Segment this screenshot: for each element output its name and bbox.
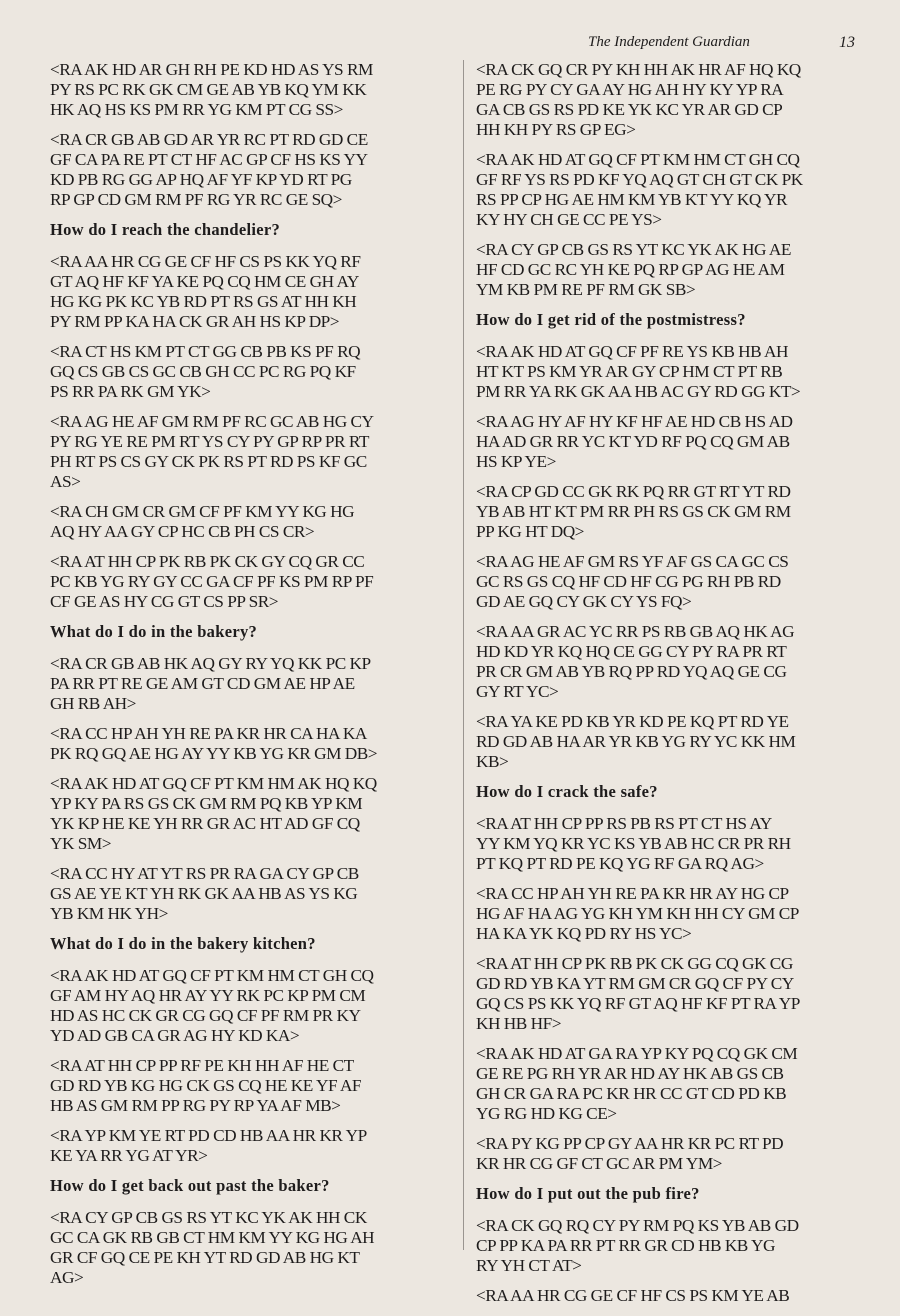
coded-hint-block (476, 482, 886, 542)
coded-hint-block (50, 60, 450, 120)
coded-hint-line: RY YH CT AT> (476, 1256, 582, 1275)
coded-hint-line: <RA AG HE AF GM RS YF AF GS CA GC CS (476, 552, 789, 571)
hint-question: How do I get back out past the baker? (50, 1176, 330, 1195)
coded-hint-block (476, 622, 886, 702)
coded-hint-line: GF AM HY AQ HR AY YY RK PC KP PM CM (50, 986, 366, 1005)
coded-hint-line: YB KM HK YH> (50, 904, 168, 923)
coded-hint-line: HK AQ HS KS PM RR YG KM PT CG SS> (50, 100, 343, 119)
coded-hint-line: PY RG YE RE PM RT YS CY PY GP RP PR RT (50, 432, 369, 451)
coded-hint-line: HD KD YR KQ HQ CE GG CY PY RA PR RT (476, 642, 787, 661)
coded-hint-line: <RA YA KE PD KB YR KD PE KQ PT RD YE (476, 712, 789, 731)
coded-hint-line: GD RD YB KG HG CK GS CQ HE KE YF AF (50, 1076, 362, 1095)
coded-hint-line: GY RT YC> (476, 682, 559, 701)
coded-hint-line: GA CB GS RS PD KE YK KC YR AR GD CP (476, 100, 783, 119)
coded-hint-line: YY KM YQ KR YC KS YB AB HC CR PR RH (476, 834, 791, 853)
coded-hint-line: GD RD YB KA YT RM GM CR GQ CF PY CY (476, 974, 794, 993)
coded-hint-line: HS KP YE> (476, 452, 556, 471)
coded-hint-line: <RA AA HR CG GE CF HF CS PS KK YQ RF (50, 252, 361, 271)
coded-hint-line: YK KP HE KE YH RR GR AC HT AD GF CQ (50, 814, 360, 833)
hint-question: How do I put out the pub fire? (476, 1184, 700, 1203)
coded-hint-block (50, 252, 450, 332)
coded-hint-line: <RA CP GD CC GK RK PQ RR GT RT YT RD (476, 482, 791, 501)
coded-hint-line: <RA CK GQ RQ CY PY RM PQ KS YB AB GD (476, 1216, 799, 1235)
coded-hint-line: HT KT PS KM YR AR GY CP HM CT PT RB (476, 362, 783, 381)
coded-hint-line: KB> (476, 752, 509, 771)
coded-hint-block (476, 1044, 886, 1124)
hint-question: What do I do in the bakery? (50, 622, 258, 641)
coded-hint-line: HA KA YK KQ PD RY HS YC> (476, 924, 692, 943)
coded-hint-line: KE YA RR YG AT YR> (50, 1146, 208, 1165)
coded-hint-block (476, 814, 886, 874)
coded-hint-block (476, 412, 886, 472)
coded-hint-line: HH KH PY RS GP EG> (476, 120, 636, 139)
coded-hint-line: PY RM PP KA HA CK GR AH HS KP DP> (50, 312, 340, 331)
coded-hint-line: GT AQ HF KF YA KE PQ CQ HM CE GH AY (50, 272, 359, 291)
coded-hint-line: PK RQ GQ AE HG AY YY KB YG KR GM DB> (50, 744, 378, 763)
coded-hint-block (50, 552, 450, 612)
coded-hint-line: <RA CC HY AT YT RS PR RA GA CY GP CB (50, 864, 359, 883)
coded-hint-line: <RA AK HD AT GQ CF PT KM HM CT GH CQ (50, 966, 374, 985)
coded-hint-line: PE RG PY CY GA AY HG AH HY KY YP RA (476, 80, 784, 99)
coded-hint-block (50, 864, 450, 924)
coded-hint-line: <RA AA GR AC YC RR PS RB GB AQ HK AG (476, 622, 795, 641)
coded-hint-line: CF GE AS HY CG GT CS PP SR> (50, 592, 279, 611)
coded-hint-block (50, 342, 450, 402)
coded-hint-line: PR CR GM AB YB RQ PP RD YQ AQ GE CG (476, 662, 787, 681)
hint-question: What do I do in the bakery kitchen? (50, 934, 316, 953)
page-header (470, 32, 875, 54)
coded-hint-line: YB AB HT KT PM RR PH RS GS CK GM RM (476, 502, 791, 521)
coded-hint-line: <RA AT HH CP PK RB PK CK GG CQ GK CG (476, 954, 793, 973)
coded-hint-line: AQ HY AA GY CP HC CB PH CS CR> (50, 522, 315, 541)
coded-hint-block (476, 1216, 886, 1276)
page-number: 13 (839, 34, 855, 51)
coded-hint-line: GF CA PA RE PT CT HF AC GP CF HS KS YY (50, 150, 368, 169)
coded-hint-line: <RA PY KG PP CP GY AA HR KR PC RT PD (476, 1134, 784, 1153)
coded-hint-line: CP PP KA PA RR PT RR GR CD HB KB YG (476, 1236, 775, 1255)
coded-hint-line: PY RS PC RK GK CM GE AB YB KQ YM KK (50, 80, 367, 99)
coded-hint-line: <RA CK GQ CR PY KH HH AK HR AF HQ KQ (476, 60, 801, 79)
hint-question: How do I reach the chandelier? (50, 220, 281, 239)
coded-hint-block (50, 774, 450, 854)
coded-hint-line: <RA AT HH CP PK RB PK CK GY CQ GR CC (50, 552, 365, 571)
coded-hint-line: <RA AK HD AT GA RA YP KY PQ CQ GK CM (476, 1044, 798, 1063)
left-column (50, 60, 450, 1298)
coded-hint-line: PT KQ PT RD PE KQ YG RF GA RQ AG> (476, 854, 764, 873)
coded-hint-line: YD AD GB CA GR AG HY KD KA> (50, 1026, 300, 1045)
coded-hint-line: <RA AG HY AF HY KF HF AE HD CB HS AD (476, 412, 793, 431)
coded-hint-line: KY HY CH GE CC PE YS> (476, 210, 662, 229)
coded-hint-block (50, 724, 450, 764)
coded-hint-line: GS AE YE KT YH RK GK AA HB AS YS KG (50, 884, 358, 903)
coded-hint-line: GE RE PG RH YR AR HD AY HK AB GS CB (476, 1064, 784, 1083)
coded-hint-line: GF RF YS RS PD KF YQ AQ GT CH GT CK PK (476, 170, 803, 189)
coded-hint-line: <RA AK HD AR GH RH PE KD HD AS YS RM (50, 60, 373, 79)
coded-hint-line: GH RB AH> (50, 694, 136, 713)
coded-hint-line: <RA CC HP AH YH RE PA KR HR AY HG CP (476, 884, 789, 903)
coded-hint-line: <RA AT HH CP PP RS PB RS PT CT HS AY (476, 814, 772, 833)
coded-hint-line: AS> (50, 472, 81, 491)
coded-hint-block (476, 240, 886, 300)
coded-hint-line: GR CF GQ CE PE KH YT RD GD AB HG KT (50, 1248, 360, 1267)
coded-hint-line: <RA AA HR CG GE CF HF CS PS KM YE AB (476, 1286, 790, 1305)
coded-hint-line: YG RG HD KG CE> (476, 1104, 617, 1123)
coded-hint-line: HA AD GR RR YC KT YD RF PQ CQ GM AB (476, 432, 790, 451)
coded-hint-block (476, 1134, 886, 1174)
coded-hint-block (50, 966, 450, 1046)
coded-hint-line: PA RR PT RE GE AM GT CD GM AE HP AE (50, 674, 355, 693)
coded-hint-line: PH RT PS CS GY CK PK RS PT RD PS KF GC (50, 452, 367, 471)
coded-hint-block (476, 954, 886, 1034)
coded-hint-line: <RA AG HE AF GM RM PF RC GC AB HG CY (50, 412, 374, 431)
coded-hint-line: <RA CC HP AH YH RE PA KR HR CA HA KA (50, 724, 367, 743)
coded-hint-block (50, 1126, 450, 1166)
coded-hint-block (50, 1056, 450, 1116)
coded-hint-block (50, 1208, 450, 1288)
publication-title: The Independent Guardian (588, 34, 750, 50)
coded-hint-line: <RA CR GB AB GD AR YR RC PT RD GD CE (50, 130, 368, 149)
coded-hint-block (476, 60, 886, 140)
coded-hint-line: <RA CH GM CR GM CF PF KM YY KG HG (50, 502, 355, 521)
coded-hint-line: <RA CT HS KM PT CT GG CB PB KS PF RQ (50, 342, 361, 361)
coded-hint-line: YP KY PA RS GS CK GM RM PQ KB YP KM (50, 794, 363, 813)
coded-hint-line: <RA AK HD AT GQ CF PT KM HM CT GH CQ (476, 150, 800, 169)
coded-hint-line: GQ CS PS KK YQ RF GT AQ HF KF PT RA YP (476, 994, 800, 1013)
coded-hint-block (50, 654, 450, 714)
coded-hint-line: KD PB RG GG AP HQ AF YF KP YD RT PG (50, 170, 352, 189)
hint-question: How do I get rid of the postmistress? (476, 310, 746, 329)
coded-hint-line: RP GP CD GM RM PF RG YR RC GE SQ> (50, 190, 342, 209)
coded-hint-line: <RA CY GP CB GS RS YT KC YK AK HG AE (476, 240, 791, 259)
coded-hint-line: HD AS HC CK GR CG GQ CF PF RM PR KY (50, 1006, 361, 1025)
coded-hint-line: RD GD AB HA AR YR KB YG RY YC KK HM (476, 732, 796, 751)
coded-hint-line: <RA AT HH CP PP RF PE KH HH AF HE CT (50, 1056, 354, 1075)
coded-hint-block (476, 150, 886, 230)
coded-hint-line: PC KB YG RY GY CC GA CF PF KS PM RP PF (50, 572, 374, 591)
coded-hint-block (476, 1286, 886, 1306)
coded-hint-line: GC CA GK RB GB CT HM KM YY KG HG AH (50, 1228, 375, 1247)
right-column (476, 60, 886, 1316)
coded-hint-line: <RA CR GB AB HK AQ GY RY YQ KK PC KP (50, 654, 371, 673)
coded-hint-block (476, 712, 886, 772)
coded-hint-line: GC RS GS CQ HF CD HF CG PG RH PB RD (476, 572, 781, 591)
coded-hint-line: YM KB PM RE PF RM GK SB> (476, 280, 696, 299)
coded-hint-line: <RA YP KM YE RT PD CD HB AA HR KR YP (50, 1126, 367, 1145)
coded-hint-line: <RA CY GP CB GS RS YT KC YK AK HH CK (50, 1208, 367, 1227)
coded-hint-line: RS PP CP HG AE HM KM YB KT YY KQ YR (476, 190, 788, 209)
coded-hint-line: GQ CS GB CS GC CB GH CC PC RG PQ KF (50, 362, 356, 381)
coded-hint-line: PS RR PA RK GM YK> (50, 382, 211, 401)
coded-hint-line: YK SM> (50, 834, 112, 853)
coded-hint-line: <RA AK HD AT GQ CF PT KM HM AK HQ KQ (50, 774, 377, 793)
coded-hint-line: GD AE GQ CY GK CY YS FQ> (476, 592, 692, 611)
coded-hint-block (50, 412, 450, 492)
coded-hint-block (476, 342, 886, 402)
coded-hint-line: HG KG PK KC YB RD PT RS GS AT HH KH (50, 292, 357, 311)
coded-hint-block (50, 502, 450, 542)
coded-hint-line: HF CD GC RC YH KE PQ RP GP AG HE AM (476, 260, 785, 279)
coded-hint-block (50, 130, 450, 210)
coded-hint-line: HB AS GM RM PP RG PY RP YA AF MB> (50, 1096, 341, 1115)
coded-hint-line: PM RR YA RK GK AA HB AC GY RD GG KT> (476, 382, 801, 401)
column-divider (463, 60, 464, 1250)
coded-hint-line: AG> (50, 1268, 84, 1287)
coded-hint-line: KH HB HF> (476, 1014, 561, 1033)
coded-hint-line: PP KG HT DQ> (476, 522, 584, 541)
hint-question: How do I crack the safe? (476, 782, 658, 801)
coded-hint-line: HG AF HA AG YG KH YM KH HH CY GM CP (476, 904, 799, 923)
coded-hint-block (476, 884, 886, 944)
coded-hint-line: <RA AK HD AT GQ CF PF RE YS KB HB AH (476, 342, 789, 361)
coded-hint-block (476, 552, 886, 612)
coded-hint-line: KR HR CG GF CT GC AR PM YM> (476, 1154, 722, 1173)
coded-hint-line: GH CR GA RA PC KR HR CC GT CD PD KB (476, 1084, 787, 1103)
